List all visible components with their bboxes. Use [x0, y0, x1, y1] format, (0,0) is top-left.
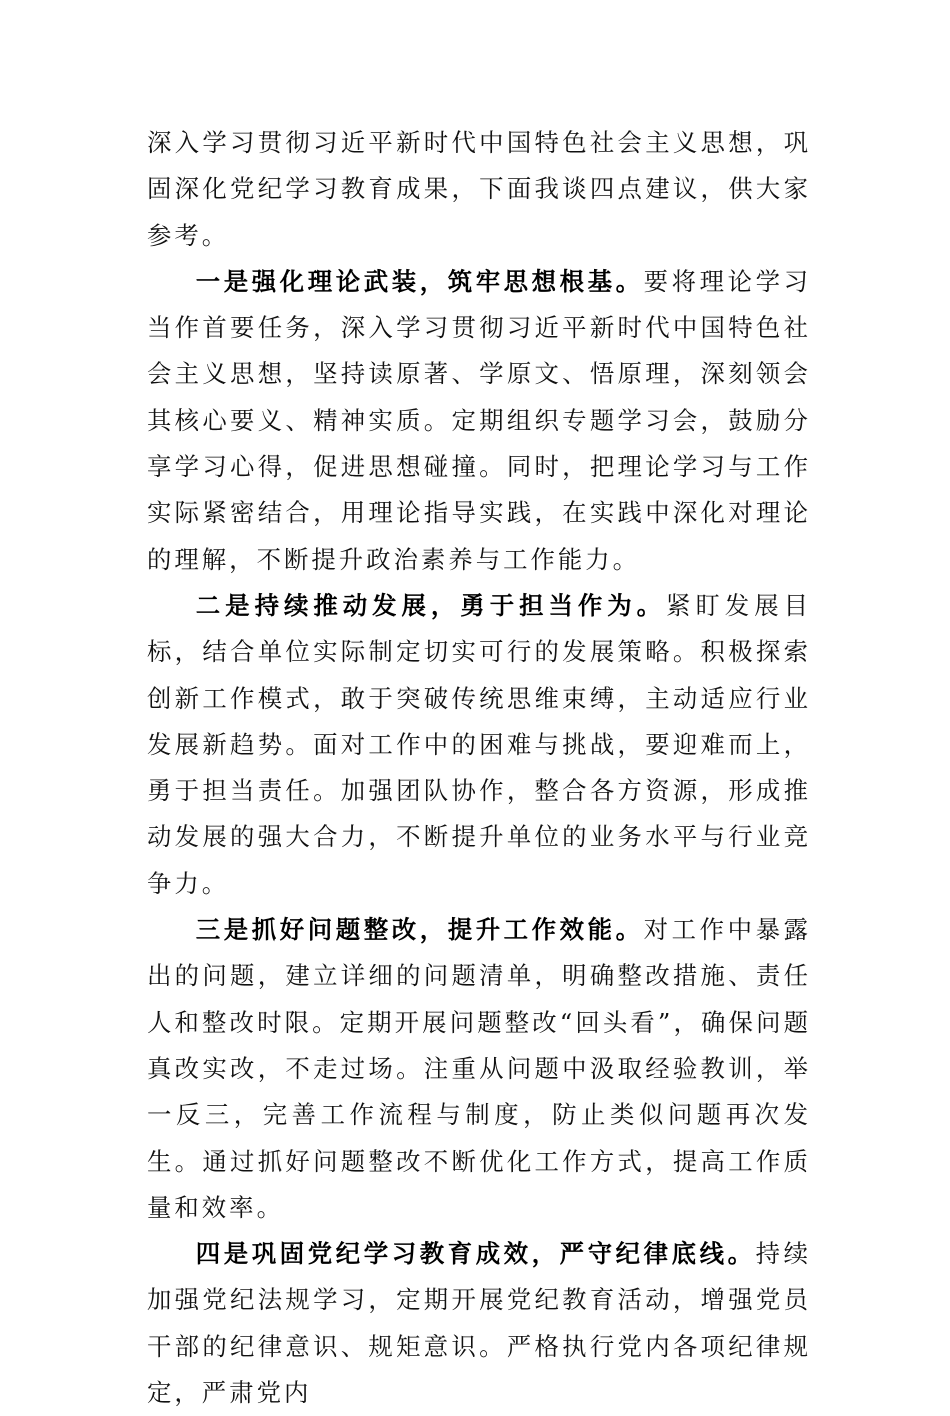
point-two-text: 紧盯发展目标，结合单位实际制定切实可行的发展策略。积极探索创新工作模式，敢于突破传统思维束缚，主动适应行业发展新趋势。面对工作中的困难与挑战，要迎难而上，勇于担当责任。加强团队协作，整合各方资源，形成推动发展的强大合力，不断提升单位的业务水平与行业竞争力。 [147, 590, 811, 898]
point-three-paragraph [147, 907, 811, 1231]
point-three-text: 对工作中暴露出的问题，建立详细的问题清单，明确整改措施、责任人和整改时限。定期开展问题整改“回头看”，确保问题真改实改，不走过场。注重从问题中汲取经验教训，举一反三，完善工作流程与制度，防止类似问题再次发生。通过抓好问题整改不断优化工作方式，提高工作质量和效率。 [147, 915, 811, 1222]
point-four-heading: 四是巩固党纪学习教育成效，严守纪律底线。 [195, 1239, 756, 1269]
point-four-text: 持续加强党纪法规学习，定期开展党纪教育活动，增强党员干部的纪律意识、规矩意识。严格执行党内各项纪律规定，严肃党内 [147, 1239, 811, 1408]
point-three-heading: 三是抓好问题整改，提升工作效能。 [195, 915, 644, 945]
document-body [147, 120, 811, 1416]
intro-paragraph [147, 120, 811, 259]
point-one-text: 要将理论学习当作首要任务，深入学习贯彻习近平新时代中国特色社会主义思想，坚持读原著、学原文、悟原理，深刻领会其核心要义、精神实质。定期组织专题学习会，鼓励分享学习心得，促进思想碰撞。同时，把理论学习与工作实际紧密结合，用理论指导实践，在实践中深化对理论的理解，不断提升政治素养与工作能力。 [147, 266, 811, 574]
point-one-paragraph [147, 259, 811, 583]
point-two-heading: 二是持续推动发展，勇于担当作为。 [195, 590, 667, 620]
intro-text: 深入学习贯彻习近平新时代中国特色社会主义思想，巩固深化党纪学习教育成果，下面我谈四点建议，供大家参考。 [147, 128, 811, 250]
point-one-heading: 一是强化理论武装，筑牢思想根基。 [195, 266, 644, 296]
point-two-paragraph [147, 583, 811, 907]
point-four-paragraph [147, 1231, 811, 1416]
